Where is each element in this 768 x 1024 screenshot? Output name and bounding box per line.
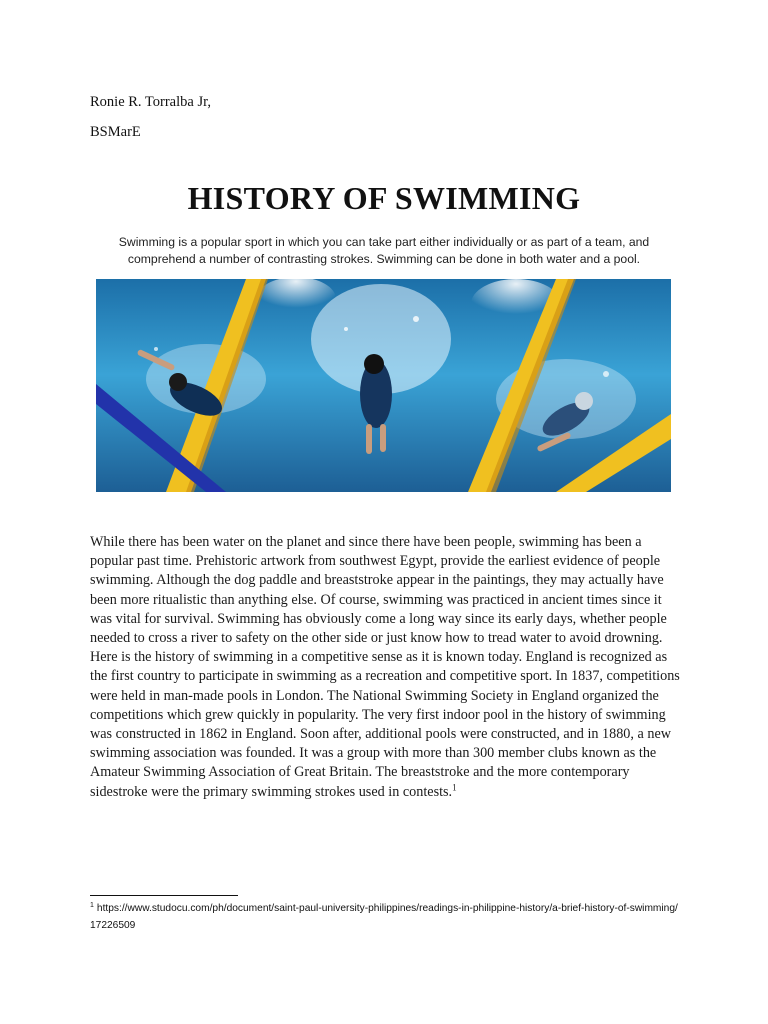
body-paragraph (90, 533, 682, 802)
author-name: Ronie R. Torralba Jr, (90, 94, 211, 110)
footnote (90, 900, 680, 934)
author-program: BSMarE (90, 124, 141, 140)
swimmers-racing-illustration (96, 279, 671, 492)
footnote-link[interactable]: https://www.studocu.com/ph/document/saint-paul-university-philippines/readings-in-philippine-history/a-brief-history-of-swimming/17226509 (90, 903, 678, 931)
footnote-marker: 1 (90, 901, 94, 909)
footnote-reference[interactable]: 1 (452, 781, 457, 792)
intro-paragraph: Swimming is a popular sport in which you can take part either individually or as part of a team, and comprehend a number of contrasting strokes. Swimming can be done in both water and a pool. (118, 235, 650, 266)
document-title: HISTORY OF SWIMMING (187, 180, 581, 216)
footnote-separator (90, 895, 238, 896)
body-paragraph-text: While there has been water on the planet and since there have been people, swimming has been a popular past time. Prehistoric artwork from southwest Egypt, provide the earliest evidence of people swimming. Although the dog paddle and breaststroke appear in the paintings, they may actually have been more ritualistic than anything else. Of course, swimming was practiced in ancient times since it was vital for survival. Swimming has obviously come a long way since its early days, whether people needed to cross a river to safety on the other side or just know how to tread water to avoid drowning. Here is the history of swimming in a competitive sense as it is known today. England is recognized as the first country to participate in swimming as a recreation and competitive sport. In 1837, competitions were held in man-made pools in London. The National Swimming Society in England organized the competitions which grew quickly in popularity. The very first indoor pool in the history of swimming was constructed in 1862 in England. Soon after, additional pools were constructed, and in 1880, a new swimming association was founded. It was a group with more than 300 member clubs known as the Amateur Swimming Association of Great Britain. The breaststroke and the more contemporary sidestroke were the primary swimming strokes used in contests. (90, 534, 680, 800)
swimmers-racing-photo (96, 279, 671, 492)
